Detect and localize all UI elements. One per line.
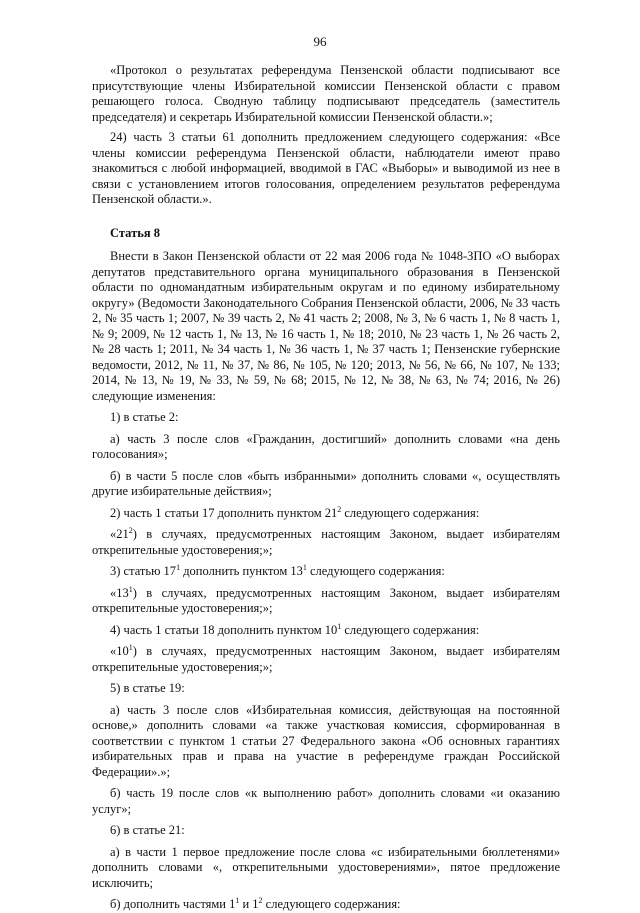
list-item: 2) часть 1 статьи 17 дополнить пунктом $21^2$ следующего содержания: [110,504,480,520]
paragraph: «Протокол о результатах референдума Пензенской области подписывают все присутствующие члены Избирательной комиссии Пензенской области с правом решающего голоса. Сводную таблицу подписывают председатель (заместитель председателя) и секретарь Избирательной комиссии Пензенской области.»; [92,63,560,124]
list-item: 5) в статье 19: [110,681,185,695]
paragraph: Внести в Закон Пензенской области от 22 мая 2006 года № 1048-ЗПО «О выборах депутатов представительного органа муниципального образования в Пензенской области по одномандатным избирательным округам и по единому избирательному округу» (Ведомости Законодательного Собрания Пензенской области, 2006, № 33 часть 2, № 35 часть 1; 2007, № 39 часть 2, № 41 часть 2; 2008, № 3, № 6 часть 1, № 8 часть 1, № 9; 2009, № 12 часть 1, № 13, № 16 часть 1, № 18; 2010, № 23 часть 1, № 26 часть 2, № 28 часть 1; 2011, № 34 часть 1, № 36 часть 1, № 37 часть 1; Пензенские губернские ведомости, 2012, № 11, № 37, № 86, № 105, № 120; 2013, № 56, № 66, № 107, № 133; 2014, № 13, № 19, № 33, № 59, № 68; 2015, № 12, № 38, № 63, № 74; 2016, № 26) следующие изменения: [92,249,561,403]
list-item: а) в части 1 первое предложение после слова «с избирательными бюллетенями» дополнить словами «, открепительными удостоверениями», пятое предложение исключить; [92,844,560,890]
list-item: 6) в статье 21: [110,823,185,837]
list-item: б) дополнить частями $1^1$ и $1^2$ следующего содержания: [110,895,401,911]
list-item: 4) часть 1 статьи 18 дополнить пунктом $10^1$ следующего содержания: [110,621,480,637]
list-item: а) часть 3 после слов «Избирательная комиссия, действующая на постоянной основе,» дополнить словами «а также участковая комиссия, сформированная в соответствии с пунктом 1 статьи 27 Федерального закона «Об основных гарантиях избирательных прав и права на участие в референдуме граждан Российской Федерации».»; [92,702,560,779]
list-item: 1) в статье 2: [110,410,179,424]
paragraph: 24) часть 3 статьи 61 дополнить предложением следующего содержания: «Все члены комиссии референдума Пензенской области, наблюдатели имеют право знакомиться с любой информацией, вводимой в ГАС «Выборы» и выводимой из нее в связи с установлением итогов голосования, определением результатов референдума Пензенской области.». [92,130,560,206]
list-item: 3) статью $17^1$ дополнить пунктом $13^1$ следующего содержания: [110,562,445,578]
list-item: б) в части 5 после слов «быть избранными» дополнить словами «, осуществлять другие избирательные действия»; [92,468,560,498]
article-heading: Статья 8 [110,225,160,240]
list-item: а) часть 3 после слов «Гражданин, достигший» дополнить словами «на день голосования»; [92,431,560,461]
page-number: 96 [313,34,327,49]
list-item: «$13^1$) в случаях, предусмотренных настоящим Законом, выдает избирателям открепительные удостоверения;»; [92,584,560,615]
list-item: «$21^2$) в случаях, предусмотренных настоящим Законом, выдает избирателям открепительные удостоверения;»; [92,525,560,557]
list-item: б) часть 19 после слов «к выполнению работ» дополнить словами «и оказанию услуг»; [92,786,560,816]
document-body [92,63,560,913]
list-item: «$10^1$) в случаях, предусмотренных настоящим Законом, выдает избирателям открепительные удостоверения;»; [92,642,560,674]
